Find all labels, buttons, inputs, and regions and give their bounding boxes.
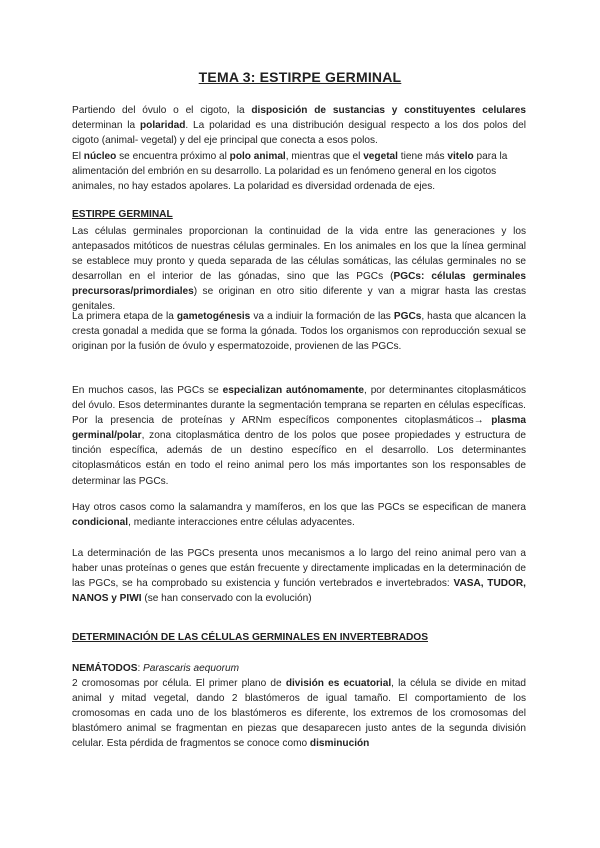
section-heading-estirpe: ESTIRPE GERMINAL (72, 209, 173, 220)
text-run: determinan la (72, 120, 140, 132)
bold-term: NEMÁTODOS (72, 663, 138, 674)
section2-paragraph-1 (72, 676, 526, 751)
text-run: va a indiuir la formación de las (250, 311, 394, 322)
bold-term: disminución (309, 738, 370, 750)
text-run: En muchos casos, las PGCs se (72, 385, 223, 396)
text-run: . La polaridad es una distribución desigual respecto a los dos polos del cigoto (animal- vegetal) y del eje principal que conecta a esos polos. (72, 120, 526, 147)
text-run: tiene más (397, 151, 448, 162)
bold-term: vitelo (447, 151, 474, 162)
bold-term: PGCs: células germinales precursoras/primordiales (72, 271, 526, 298)
text-run: , zona citoplasmática dentro de los polos que posee propiedades y estructura de tinción específica, además de un destino específico en el desarrollo. Los determinantes citoplasmáticos están en todo el reino animal pero los más importantes son los responsables de determinar las PGCs. (72, 430, 526, 487)
text-run: Partiendo del óvulo o el cigoto, la (72, 105, 252, 116)
bold-term: disposición de sustancias y constituyentes celulares (251, 105, 526, 116)
section1-paragraph-3 (72, 383, 526, 489)
section1-paragraph-2 (72, 309, 526, 354)
bold-term: plasma germinal/polar (72, 415, 526, 442)
section1-paragraph-4 (72, 500, 526, 530)
page-title: TEMA 3: ESTIRPE GERMINAL (198, 69, 402, 85)
intro-paragraph-2 (72, 149, 526, 194)
text-run: se encuentra próximo al (116, 151, 230, 162)
section1-paragraph-1 (72, 224, 526, 315)
text-run: ) se originan en otro sitio diferente y van a migrar hasta las crestas genitales. (72, 286, 526, 313)
bold-term: vegetal (363, 151, 398, 162)
text-run: , la célula se divide en mitad animal y mitad vegetal, dando 2 blastómeros de igual tamaño. El comportamiento de los cromosomas en cada uno de los blastómeros es diferente, los extremos de los cromosomas del blastómero animal se fragmentan en piezas que desaparecen justo antes de la segunda división celular. Esta pérdida de fragmentos se conoce como (72, 678, 526, 750)
bold-term: núcleo (83, 151, 117, 162)
text-run: , hasta que alcancen la cresta gonadal a medida que se forma la gónada. Todos los organismos con reproducción sexual se originan por la fusión de óvulo y espermatozoide, provienen de las PGCs. (72, 311, 526, 353)
text-run: , mediante interacciones entre células adyacentes. (128, 517, 355, 529)
text-run: La primera etapa de la (72, 311, 177, 322)
subheading-nematodos (72, 661, 526, 676)
intro-paragraph-1 (72, 103, 526, 148)
bold-term: condicional (72, 517, 129, 529)
text-run: La determinación de las PGCs presenta unos mecanismos a lo largo del reino animal pero van a haber unas proteínas o genes que están frecuente y directamente implicadas en la determinación de las PGCs, se ha comprobado su existencia y función vertebrados e invertebrados: (72, 548, 526, 590)
bold-term: gametogénesis (176, 311, 251, 322)
section1-paragraph-5 (72, 546, 526, 606)
section-heading-invertebrados: DETERMINACIÓN DE LAS CÉLULAS GERMINALES EN INVERTEBRADOS (72, 632, 429, 643)
species-name: Parascaris aequorum (143, 663, 239, 674)
text-run: Las células germinales proporcionan la continuidad de la vida entre las generaciones y los antepasados mitóticos de nuestras células germinales. En los animales en los que la línea germinal se establece muy pronto y queda separada de las células somáticas, las células germinales no se desarrollan en el interior de las gónadas, sino que las PGCs ( (72, 226, 526, 283)
text-run: : (137, 663, 144, 674)
bold-term: especializan autónomamente (222, 385, 364, 396)
bold-term: PGCs (393, 311, 422, 322)
text-run: para la alimentación del embrión en su desarrollo. La polaridad es un fenómeno general en los cigotos animales, no hay estados apolares. La polaridad es diversidad ordenada de ejes. (72, 151, 508, 193)
text-run: , mientras que el (285, 151, 364, 162)
text-run: , por determinantes citoplasmáticos del óvulo. Esos determinantes durante la segmentación temprana se reparten en células específicas. Por la presencia de proteínas y ARNm específicos componentes citoplasmáticos→ (72, 385, 527, 427)
text-run: Hay otros casos como la salamandra y mamíferos, en los que las PGCs se especifican de manera (72, 502, 526, 513)
text-run: El (72, 151, 84, 162)
text-run: (se han conservado con la evolución) (141, 593, 312, 605)
text-run: 2 cromosomas por célula. El primer plano de (72, 678, 286, 689)
bold-term: división es ecuatorial (285, 678, 392, 689)
bold-term: VASA, TUDOR, NANOS y PIWI (72, 578, 526, 605)
bold-term: polo animal (229, 151, 286, 162)
bold-term: polaridad (139, 120, 186, 132)
